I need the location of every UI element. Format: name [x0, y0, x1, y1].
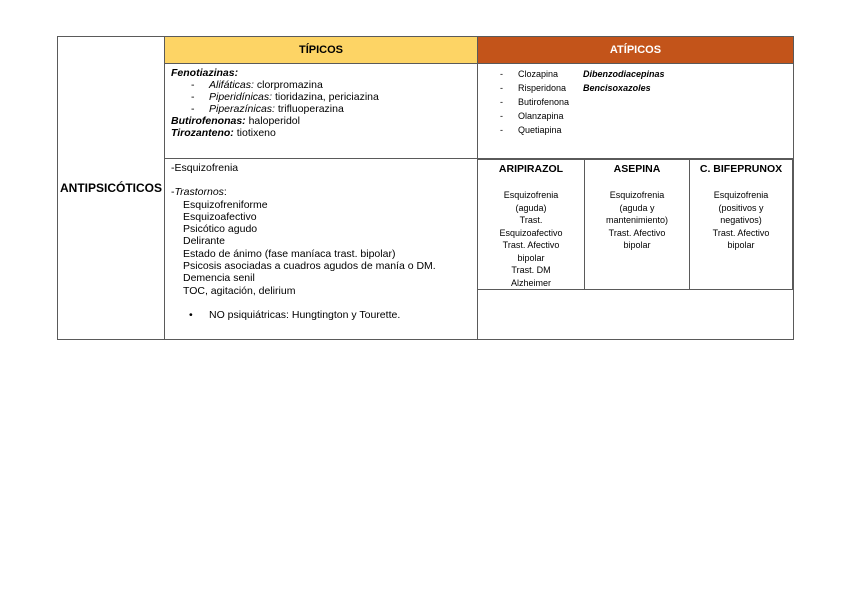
- drug-class: Dibenzodiacepinas: [583, 69, 665, 79]
- dash-marker: -: [191, 79, 195, 91]
- use-line: mantenimiento): [605, 215, 669, 225]
- drug-header: C. BIFEPRUNOX: [699, 163, 783, 175]
- tiroxanteno-value: tiotixeno: [233, 127, 276, 139]
- list-item: Esquizofreniforme: [183, 198, 268, 211]
- list-item: [500, 123, 569, 137]
- bullet-dot: •: [189, 308, 193, 321]
- use-line: Trast. Afectivo: [502, 240, 560, 250]
- trastornos-label: Trastornos: [174, 186, 224, 199]
- drug-uses: [478, 177, 584, 289]
- list-item: [500, 67, 569, 81]
- drug-column: [585, 160, 690, 290]
- use-line: Trast.: [519, 215, 543, 225]
- list-item: [500, 109, 569, 123]
- trastornos-suffix: :: [223, 186, 227, 199]
- list-item: [500, 95, 569, 109]
- fenotiazinas-title: Fenotiazinas:: [171, 67, 239, 79]
- drug-name: Clozapina: [518, 69, 559, 79]
- uses-line: -Esquizofrenia: [171, 162, 239, 174]
- use-line: (positivos y: [718, 202, 764, 213]
- dash-marker: -: [500, 111, 503, 121]
- dash-marker: -: [191, 91, 195, 103]
- use-line: Trast. Afectivo: [608, 227, 666, 238]
- butirofenonas-line: [171, 115, 471, 127]
- fenotiazinas-sub-item: [171, 79, 471, 91]
- drug-name: Butirofenona: [518, 97, 570, 107]
- use-line: Alzheimer: [510, 277, 551, 288]
- dash-marker: -: [500, 97, 503, 107]
- sub-label: Piperazínicas:: [209, 103, 275, 115]
- drug-name: Risperidona: [518, 83, 567, 93]
- use-line: (aguda y: [619, 202, 655, 213]
- atipicos-drugs-cell: [478, 64, 794, 159]
- list-item: Delirante: [183, 235, 226, 248]
- atipicos-drug-list: [500, 67, 569, 137]
- list-item: TOC, agitación, delirium: [183, 284, 296, 297]
- list-item: Esquizoafectivo: [183, 210, 257, 223]
- butirofenonas-label: Butirofenonas:: [171, 115, 246, 127]
- tipicos-uses-cell: [165, 159, 478, 340]
- dash-marker: -: [500, 69, 503, 79]
- use-line: Esquizofrenia: [503, 190, 559, 200]
- list-item: [500, 81, 569, 95]
- use-line: bipolar: [727, 240, 755, 250]
- tipicos-drugs-cell: [165, 64, 478, 159]
- sub-value: trifluoperazina: [274, 103, 344, 115]
- drug-column: [690, 160, 793, 290]
- butirofenonas-value: haloperidol: [245, 115, 300, 127]
- atipicos-detail-table: [478, 159, 793, 290]
- trastornos-prefix: -: [171, 186, 175, 199]
- dash-marker: -: [191, 103, 195, 115]
- drug-header: ARIPIRAZOL: [498, 163, 564, 175]
- tiroxanteno-label: Tirozanteno:: [171, 127, 234, 139]
- dash-marker: -: [500, 125, 503, 135]
- fenotiazinas-sub-item: [171, 103, 471, 115]
- use-line: bipolar: [623, 240, 651, 250]
- sub-label: Alifáticas:: [209, 79, 254, 91]
- bullet-text: NO psiquiátricas: Hungtington y Tourette.: [209, 308, 401, 321]
- header-tipicos: TÍPICOS: [165, 37, 478, 64]
- list-item: Demencia senil: [183, 272, 255, 285]
- bullet-item: [171, 309, 471, 321]
- use-line: negativos): [720, 215, 762, 225]
- drug-uses: [690, 177, 792, 252]
- fenotiazinas-sub-item: [171, 91, 471, 103]
- drug-uses: [585, 177, 689, 252]
- use-line: Esquizoafectivo: [499, 227, 563, 238]
- use-line: Trast. Afectivo: [712, 227, 770, 238]
- atipicos-detail-cell: [478, 159, 794, 340]
- atipicos-classes: [583, 67, 665, 137]
- dash-marker: -: [500, 83, 503, 93]
- use-line: bipolar: [517, 252, 545, 263]
- tiroxanteno-line: [171, 127, 471, 139]
- use-line: Esquizofrenia: [713, 190, 769, 200]
- use-line: (aguda): [515, 202, 547, 213]
- list-item: Psicótico agudo: [183, 223, 258, 236]
- trastornos-list: [171, 199, 471, 297]
- list-item: Estado de ánimo (fase maníaca trast. bipolar): [183, 247, 396, 260]
- drug-class: Bencisoxazoles: [583, 83, 651, 93]
- use-line: Trast. DM: [511, 265, 551, 275]
- sub-value: tioridazina, periciazina: [272, 91, 379, 103]
- trastornos-title: [171, 186, 471, 198]
- drug-name: Olanzapina: [518, 111, 564, 121]
- drug-header: ASEPINA: [613, 163, 661, 175]
- sub-label: Piperidínicas:: [209, 91, 273, 103]
- use-line: Esquizofrenia: [609, 190, 665, 200]
- row-label: ANTIPSICÓTICOS: [58, 37, 165, 340]
- sub-value: clorpromazina: [253, 79, 323, 91]
- header-atipicos: ATÍPICOS: [478, 37, 794, 64]
- list-item: Psicosis asociadas a cuadros agudos de manía o DM.: [183, 260, 436, 273]
- antipsicoticos-table: [57, 36, 794, 340]
- drug-column: [478, 160, 585, 290]
- drug-name: Quetiapina: [518, 125, 562, 135]
